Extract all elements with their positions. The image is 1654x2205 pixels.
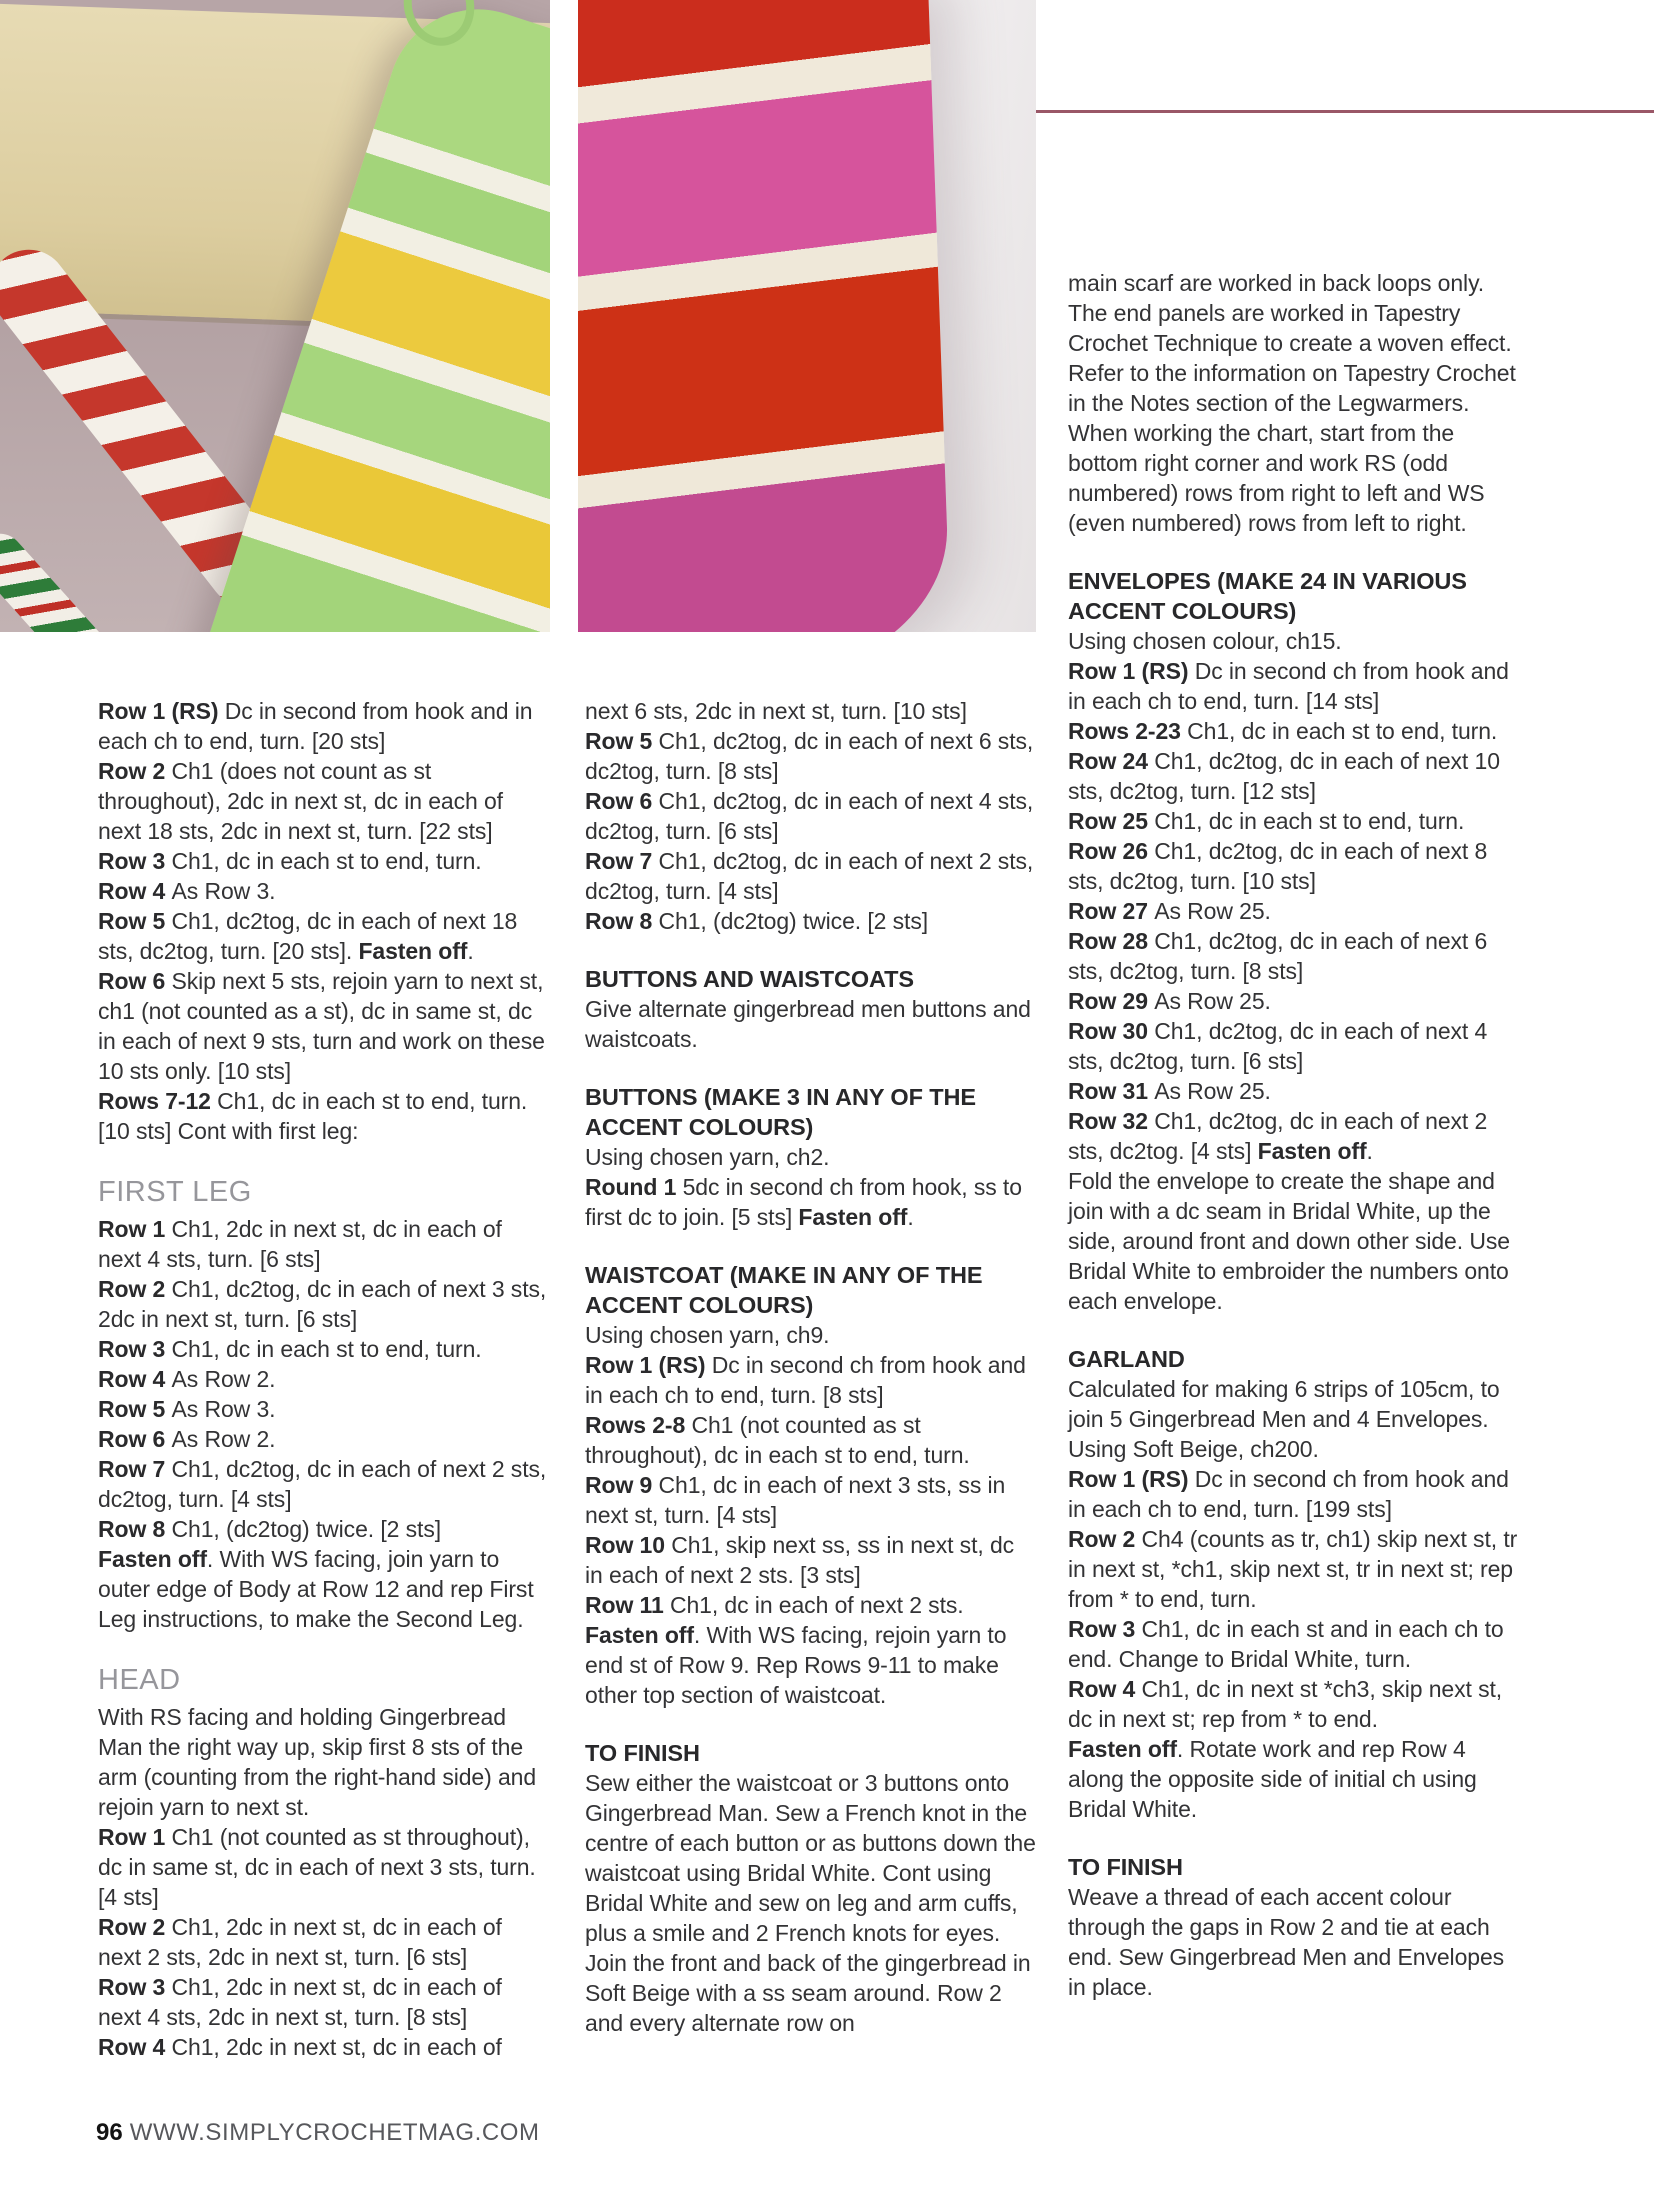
pattern-paragraph <box>1068 926 1522 986</box>
bold-lead: Row 7 <box>98 1456 172 1482</box>
bold-lead: Row 26 <box>1068 838 1155 864</box>
pattern-paragraph <box>1068 1106 1522 1166</box>
footer-site-url: WWW.SIMPLYCROCHETMAG.COM <box>129 2119 540 2146</box>
paragraph-text: Ch1, dc in each of next 2 sts. <box>669 1592 964 1618</box>
bold-lead: Fasten off <box>798 1204 908 1230</box>
bold-lead: Fasten off <box>585 1622 694 1648</box>
bold-lead: Row 6 <box>98 968 172 994</box>
pattern-paragraph <box>585 906 1037 936</box>
pink-striped-stocking <box>578 0 952 632</box>
bold-lead: Row 1 (RS) <box>98 698 225 724</box>
bold-lead: Row 10 <box>585 1532 672 1558</box>
paragraph-text: next 6 sts, 2dc in next st, turn. [10 sts] <box>585 698 967 724</box>
bold-lead: Fasten off <box>98 1546 207 1572</box>
paragraph-text: Ch1, dc2tog, dc in each of next 6 sts, dc2tog, turn. [8 sts] <box>585 728 1034 784</box>
section-subhead: FIRST LEG <box>98 1176 252 1208</box>
paragraph-text: Ch1, dc2tog, dc in each of next 2 sts, dc2tog, turn. [4 sts] <box>98 1456 547 1512</box>
bold-lead: Row 8 <box>585 908 659 934</box>
bold-lead: Row 32 <box>1068 1108 1155 1134</box>
bold-lead: Row 3 <box>1068 1616 1142 1642</box>
paragraph-text: Ch1, skip next ss, ss in next st, dc in each of next 2 sts. [3 sts] <box>585 1532 1015 1588</box>
column-left <box>98 696 550 2062</box>
paragraph-text: Ch1 (does not count as st throughout), 2dc in next st, dc in each of next 18 sts, 2dc in next st, turn. [22 sts] <box>98 758 503 844</box>
bold-lead: Row 8 <box>98 1516 172 1542</box>
pattern-paragraph <box>98 966 550 1086</box>
paragraph-text: . With WS facing, join yarn to outer edge of Body at Row 12 and rep First Leg instructions, to make the Second Leg. <box>98 1546 534 1632</box>
paragraph-text: Fold the envelope to create the shape and join with a dc seam in Bridal White, up the side, around front and down other side. Use Bridal White to embroider the numbers onto each envelope. <box>1068 1168 1510 1314</box>
bold-lead: Row 1 <box>98 1824 172 1850</box>
pattern-paragraph <box>98 1822 550 1912</box>
paragraph-text: Ch1, dc in each st to end, turn. <box>171 848 482 874</box>
bold-lead: Row 1 (RS) <box>1068 1466 1195 1492</box>
bold-lead: Row 4 <box>98 2034 172 2060</box>
pattern-paragraph <box>1068 1882 1522 2002</box>
paragraph-text: Ch1, dc in each of next 3 sts, ss in next st, turn. [4 sts] <box>585 1472 1006 1528</box>
paragraph-text: Ch1, dc in each st to end, turn. <box>171 1336 482 1362</box>
bold-lead: Round 1 <box>585 1174 683 1200</box>
paragraph-text: Ch1, dc2tog, dc in each of next 6 sts, dc2tog, turn. [8 sts] <box>1068 928 1488 984</box>
paragraph-text: As Row 2. <box>171 1426 276 1452</box>
pattern-paragraph <box>98 1912 550 1972</box>
pattern-heading: GARLAND <box>1068 1346 1185 1372</box>
bold-lead: Fasten off <box>1257 1138 1367 1164</box>
paragraph-text: Ch1 (not counted as st throughout), dc in each st to end, turn. <box>585 1412 970 1468</box>
pattern-paragraph <box>1068 268 1522 418</box>
paragraph-text: Ch1, dc in next st *ch3, skip next st, dc in next st; rep from * to end. <box>1068 1676 1503 1732</box>
paragraph-text: Using chosen colour, ch15. <box>1068 628 1342 654</box>
bold-lead: Row 5 <box>98 1396 172 1422</box>
paragraph-text: Dc in second ch from hook and in each ch to end, turn. [8 sts] <box>585 1352 1026 1408</box>
pattern-paragraph <box>98 696 550 756</box>
pattern-paragraph <box>98 2032 550 2062</box>
bold-lead: Row 2 <box>98 1276 172 1302</box>
bold-lead: Row 30 <box>1068 1018 1155 1044</box>
pattern-paragraph <box>98 1334 550 1364</box>
paragraph-text: Ch1, (dc2tog) twice. [2 sts] <box>171 1516 442 1542</box>
pattern-paragraph <box>1068 626 1522 656</box>
paragraph-text: As Row 25. <box>1154 1078 1271 1104</box>
paragraph-text: . <box>907 1204 914 1230</box>
bold-lead: Row 5 <box>98 908 172 934</box>
pattern-paragraph <box>1068 1374 1522 1464</box>
pattern-paragraph <box>98 1424 550 1454</box>
bold-lead: Fasten off <box>358 938 468 964</box>
pattern-paragraph <box>585 1530 1037 1590</box>
paragraph-text: As Row 25. <box>1154 898 1271 924</box>
green-candy-cane <box>0 524 182 632</box>
pattern-paragraph <box>585 1768 1037 2038</box>
bold-lead: Row 4 <box>98 878 172 904</box>
paragraph-text: Ch1, dc2tog, dc in each of next 4 sts, dc2tog, turn. [6 sts] <box>585 788 1034 844</box>
pattern-paragraph <box>585 846 1037 906</box>
pattern-paragraph <box>1068 418 1522 538</box>
pattern-paragraph <box>1068 746 1522 806</box>
bold-lead: Row 2 <box>1068 1526 1142 1552</box>
pattern-heading: TO FINISH <box>1068 1854 1183 1880</box>
paragraph-text: main scarf are worked in back loops only. The end panels are worked in Tapestry Crochet Technique to create a woven effect. Refer to the information on Tapestry Crochet in the Notes section of the Legwarmers. <box>1068 270 1516 416</box>
pattern-paragraph <box>585 1620 1037 1710</box>
bold-lead: Row 9 <box>585 1472 659 1498</box>
paragraph-text: As Row 25. <box>1154 988 1271 1014</box>
pattern-paragraph <box>585 1470 1037 1530</box>
bold-lead: Row 3 <box>98 848 172 874</box>
section-subhead: HEAD <box>98 1664 181 1696</box>
bold-lead: Row 24 <box>1068 748 1155 774</box>
pattern-paragraph <box>1068 1674 1522 1734</box>
paragraph-text: Give alternate gingerbread men buttons and waistcoats. <box>585 996 1031 1052</box>
pattern-paragraph <box>1068 836 1522 896</box>
pattern-heading: BUTTONS (MAKE 3 IN ANY OF THE ACCENT COLOURS) <box>585 1084 976 1140</box>
pattern-paragraph <box>98 1514 550 1544</box>
bold-lead: Row 11 <box>585 1592 670 1618</box>
bold-lead: Row 29 <box>1068 988 1155 1014</box>
pattern-paragraph <box>1068 986 1522 1016</box>
bold-lead: Row 3 <box>98 1336 172 1362</box>
pattern-paragraph <box>1068 716 1522 746</box>
pattern-paragraph <box>585 1410 1037 1470</box>
pattern-paragraph <box>1068 1614 1522 1674</box>
pattern-paragraph <box>1068 806 1522 836</box>
bold-lead: Row 6 <box>98 1426 172 1452</box>
paragraph-text: Skip next 5 sts, rejoin yarn to next st, ch1 (not counted as a st), dc in same st, dc in each of next 9 sts, turn and work on these 10 sts only. [10 sts] <box>98 968 545 1084</box>
photo-pink-stocking <box>578 0 1036 632</box>
pattern-heading: WAISTCOAT (MAKE IN ANY OF THE ACCENT COLOURS) <box>585 1262 983 1318</box>
photo-green-stocking <box>0 0 550 632</box>
pattern-paragraph <box>585 786 1037 846</box>
pattern-paragraph <box>1068 1166 1522 1316</box>
pattern-paragraph <box>1068 1076 1522 1106</box>
bold-lead: Row 2 <box>98 758 172 784</box>
pattern-paragraph <box>1068 1734 1522 1824</box>
pattern-paragraph <box>98 756 550 846</box>
paragraph-text: Sew either the waistcoat or 3 buttons onto Gingerbread Man. Sew a French knot in the centre of each button or as buttons down the waistcoat using Bridal White. Cont using Bridal White and sew on leg and arm cuffs, plus a smile and 2 French knots for eyes. Join the front and back of the gingerbread in Soft Beige with a ss seam around. Row 2 and every alternate row on <box>585 1770 1036 2036</box>
paragraph-text: Ch1, 2dc in next st, dc in each of next 2 sts, 2dc in next st, turn. [6 sts] <box>98 1914 502 1970</box>
pattern-paragraph <box>98 1972 550 2032</box>
paragraph-text: Ch1, dc2tog, dc in each of next 2 sts, dc2tog. [4 sts] <box>1068 1108 1488 1164</box>
column-middle <box>585 696 1037 2038</box>
pattern-paragraph <box>585 1590 1037 1620</box>
bold-lead: Fasten off <box>1068 1736 1177 1762</box>
pattern-heading: TO FINISH <box>585 1740 700 1766</box>
paragraph-text: Dc in second from hook and in each ch to end, turn. [20 sts] <box>98 698 533 754</box>
paragraph-text: Weave a thread of each accent colour through the gaps in Row 2 and tie at each end. Sew Gingerbread Men and Envelopes in place. <box>1068 1884 1505 2000</box>
pattern-paragraph <box>585 1350 1037 1410</box>
pattern-paragraph <box>98 1214 550 1274</box>
pattern-paragraph <box>1068 656 1522 716</box>
pattern-heading: ENVELOPES (MAKE 24 IN VARIOUS ACCENT COLOURS) <box>1068 568 1467 624</box>
pattern-paragraph <box>1068 1464 1522 1524</box>
bold-lead: Row 6 <box>585 788 659 814</box>
paragraph-text: Ch1, dc2tog, dc in each of next 4 sts, dc2tog, turn. [6 sts] <box>1068 1018 1488 1074</box>
bold-lead: Row 5 <box>585 728 659 754</box>
paragraph-text: Ch1, (dc2tog) twice. [2 sts] <box>658 908 929 934</box>
bold-lead: Row 3 <box>98 1974 172 2000</box>
pattern-paragraph <box>98 876 550 906</box>
paragraph-text: . Rotate work and rep Row 4 along the opposite side of initial ch using Bridal White. <box>1068 1736 1477 1822</box>
bold-lead: Row 25 <box>1068 808 1155 834</box>
bold-lead: Rows 2-8 <box>585 1412 692 1438</box>
paragraph-text: Ch4 (counts as tr, ch1) skip next st, tr in next st, *ch1, skip next st, tr in next st; rep from * to end, turn. <box>1068 1526 1518 1612</box>
bold-lead: Row 1 (RS) <box>585 1352 712 1378</box>
pattern-paragraph <box>1068 1016 1522 1076</box>
bold-lead: Row 1 <box>98 1216 172 1242</box>
bold-lead: Row 4 <box>98 1366 172 1392</box>
paragraph-text: Ch1, 2dc in next st, dc in each of next 4 sts, 2dc in next st, turn. [8 sts] <box>98 1974 502 2030</box>
paragraph-text: Calculated for making 6 strips of 105cm, to join 5 Gingerbread Men and 4 Envelopes. Using Soft Beige, ch200. <box>1068 1376 1500 1462</box>
bold-lead: Row 27 <box>1068 898 1155 924</box>
pattern-paragraph <box>585 994 1037 1054</box>
paragraph-text: Ch1, dc in each st to end, turn. <box>1187 718 1498 744</box>
pattern-paragraph <box>98 906 550 966</box>
column-right <box>1068 268 1522 2002</box>
pattern-paragraph <box>1068 896 1522 926</box>
pattern-paragraph <box>98 1364 550 1394</box>
paragraph-text: Ch1, dc in each st and in each ch to end. Change to Bridal White, turn. <box>1068 1616 1504 1672</box>
bold-lead: Row 4 <box>1068 1676 1142 1702</box>
paragraph-text: Ch1, dc in each st to end, turn. [10 sts] Cont with first leg: <box>98 1088 528 1144</box>
pattern-paragraph <box>1068 1524 1522 1614</box>
paragraph-text: Ch1, dc2tog, dc in each of next 8 sts, dc2tog, turn. [10 sts] <box>1068 838 1488 894</box>
bold-lead: Row 7 <box>585 848 659 874</box>
paragraph-text: As Row 2. <box>171 1366 276 1392</box>
pattern-paragraph <box>585 1142 1037 1172</box>
paragraph-text: Ch1, dc2tog, dc in each of next 18 sts, dc2tog, turn. [20 sts]. <box>98 908 518 964</box>
paragraph-text: Dc in second ch from hook and in each ch to end, turn. [14 sts] <box>1068 658 1509 714</box>
paragraph-text: Using chosen yarn, ch2. <box>585 1144 830 1170</box>
bold-lead: Row 28 <box>1068 928 1155 954</box>
paragraph-text: Using chosen yarn, ch9. <box>585 1322 830 1348</box>
paragraph-text: 5dc in second ch from hook, ss to first dc to join. [5 sts] <box>585 1174 1022 1230</box>
bold-lead: Row 31 <box>1068 1078 1155 1104</box>
bold-lead: Row 2 <box>98 1914 172 1940</box>
pattern-paragraph <box>585 726 1037 786</box>
pattern-paragraph <box>98 1702 550 1822</box>
paragraph-text: When working the chart, start from the bottom right corner and work RS (odd numbered) rows from right to left and WS (even numbered) rows from left to right. <box>1068 420 1485 536</box>
page-footer <box>96 2119 540 2147</box>
paragraph-text: As Row 3. <box>171 878 276 904</box>
accent-rule <box>1036 110 1654 113</box>
pattern-paragraph <box>98 1394 550 1424</box>
paragraph-text: As Row 3. <box>171 1396 276 1422</box>
bold-lead: Rows 2-23 <box>1068 718 1188 744</box>
paragraph-text: Dc in second ch from hook and in each ch to end, turn. [199 sts] <box>1068 1466 1509 1522</box>
paragraph-text: Ch1, dc2tog, dc in each of next 3 sts, 2dc in next st, turn. [6 sts] <box>98 1276 547 1332</box>
page-number: 96 <box>96 2119 123 2146</box>
paragraph-text: Ch1 (not counted as st throughout), dc in same st, dc in each of next 3 sts, turn. [4 sts] <box>98 1824 536 1910</box>
pattern-paragraph <box>98 1274 550 1334</box>
paragraph-text: Ch1, 2dc in next st, dc in each of <box>171 2034 502 2060</box>
pattern-paragraph <box>98 1544 550 1634</box>
bold-lead: Row 1 (RS) <box>1068 658 1195 684</box>
pattern-paragraph <box>98 846 550 876</box>
paragraph-text: . <box>1366 1138 1373 1164</box>
pattern-heading: BUTTONS AND WAISTCOATS <box>585 966 914 992</box>
paragraph-text: Ch1, dc2tog, dc in each of next 10 sts, dc2tog, turn. [12 sts] <box>1068 748 1500 804</box>
pattern-paragraph <box>585 1320 1037 1350</box>
paragraph-text: Ch1, dc2tog, dc in each of next 2 sts, dc2tog, turn. [4 sts] <box>585 848 1034 904</box>
pattern-paragraph <box>98 1086 550 1146</box>
pattern-paragraph <box>585 1172 1037 1232</box>
bold-lead: Rows 7-12 <box>98 1088 218 1114</box>
paragraph-text: . With WS facing, rejoin yarn to end st of Row 9. Rep Rows 9-11 to make other top section of waistcoat. <box>585 1622 1007 1708</box>
pattern-paragraph <box>98 1454 550 1514</box>
paragraph-text: With RS facing and holding Gingerbread Man the right way up, skip first 8 sts of the arm (counting from the right-hand side) and rejoin yarn to next st. <box>98 1704 537 1820</box>
paragraph-text: . <box>467 938 474 964</box>
paragraph-text: Ch1, dc in each st to end, turn. <box>1154 808 1465 834</box>
pattern-paragraph <box>585 696 1037 726</box>
paragraph-text: Ch1, 2dc in next st, dc in each of next 4 sts, turn. [6 sts] <box>98 1216 502 1272</box>
